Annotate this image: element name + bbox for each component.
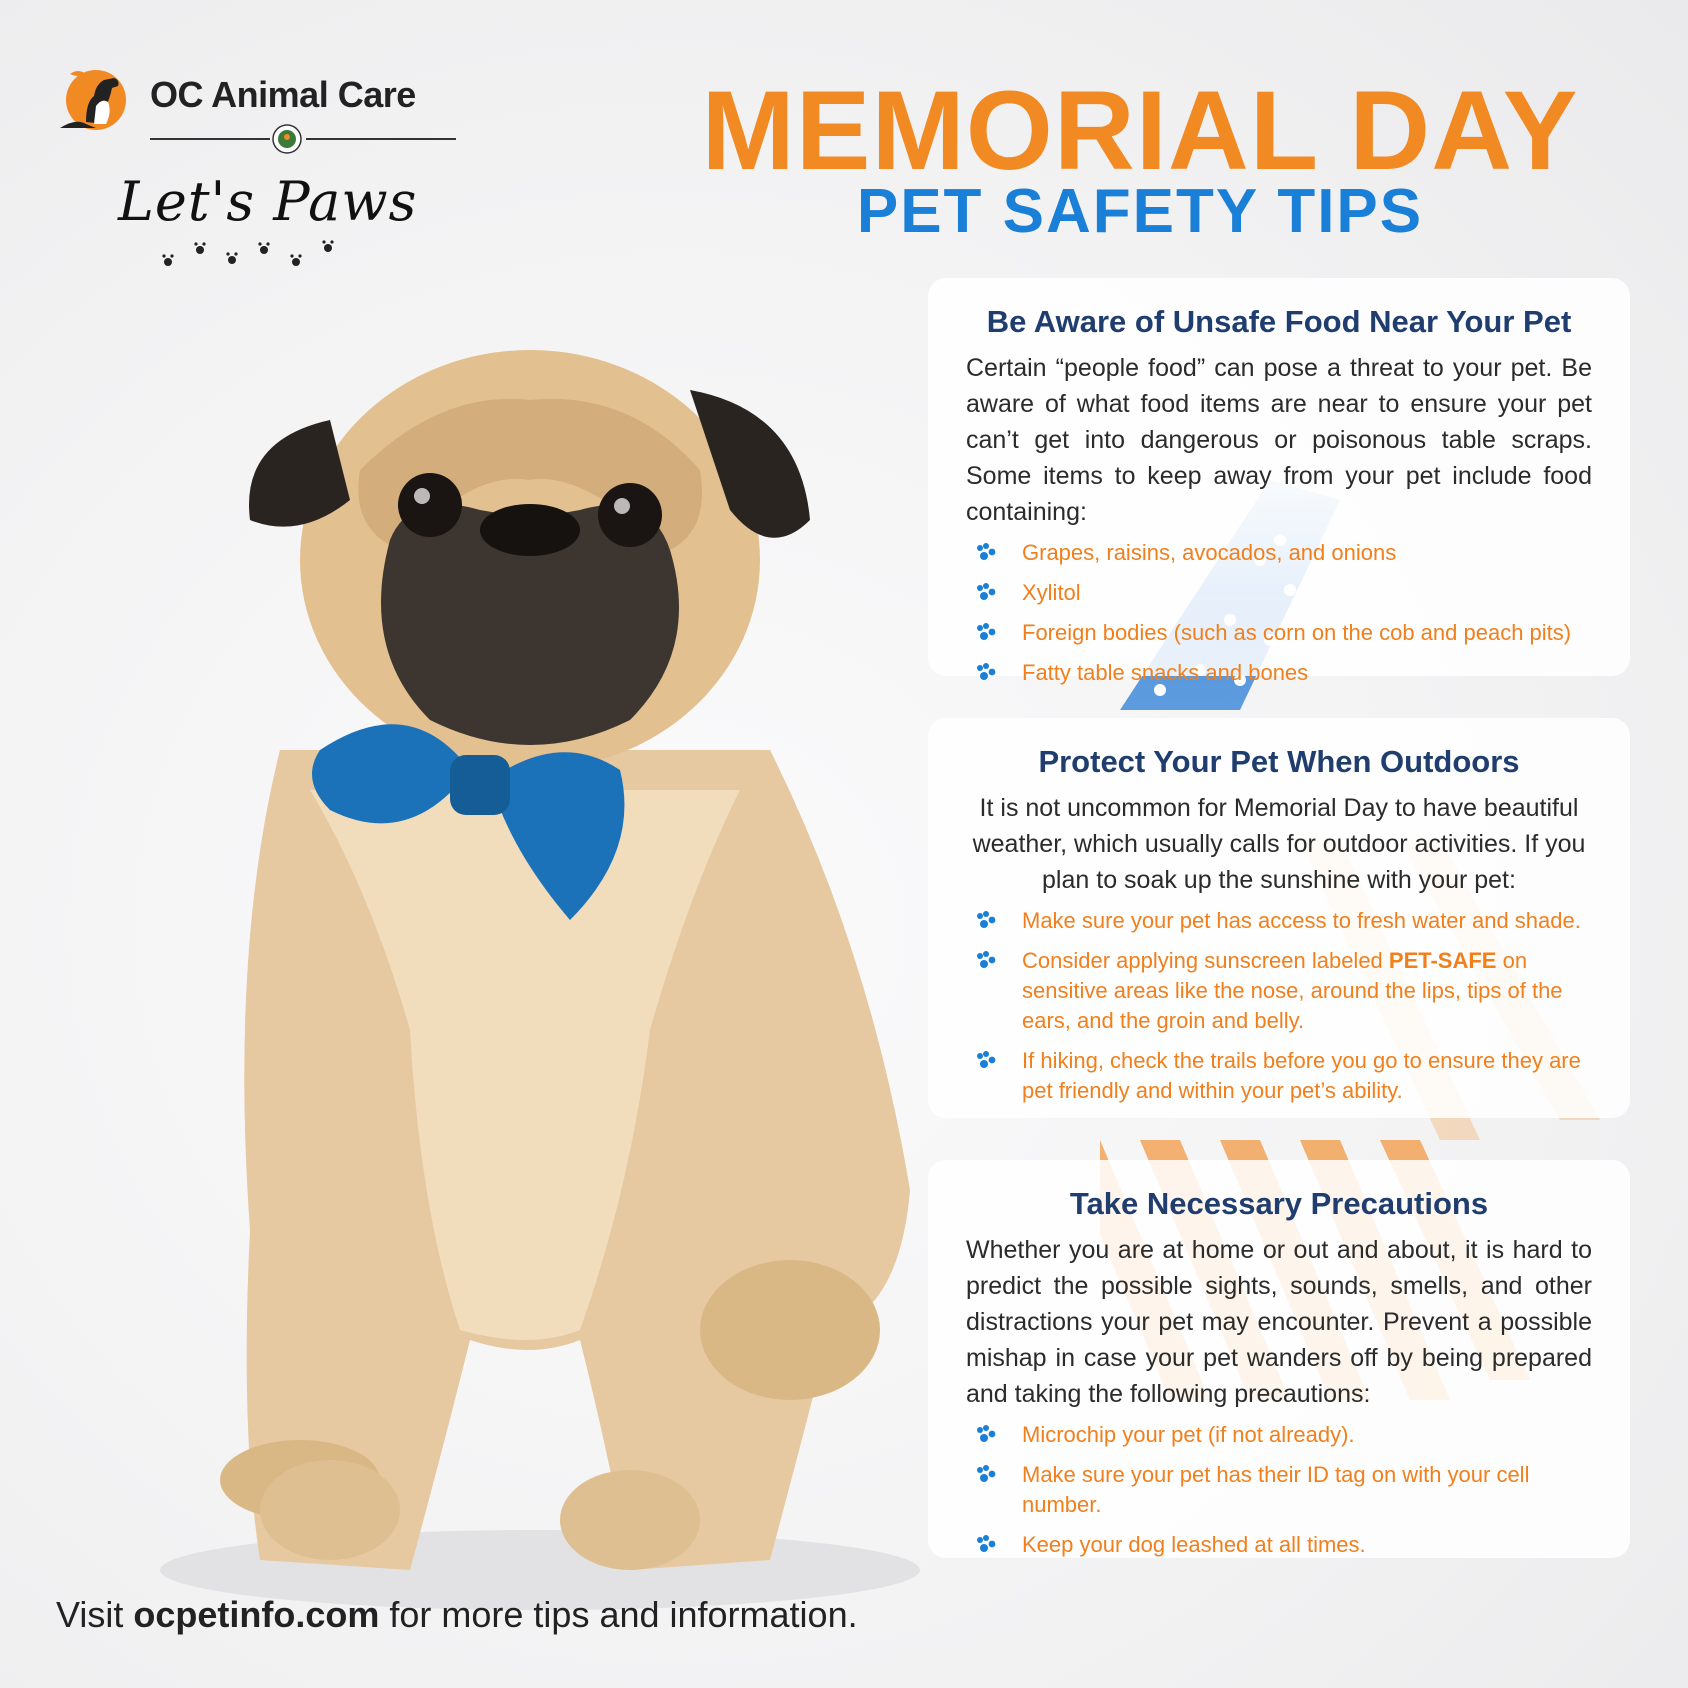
section-body: Whether you are at home or out and about, it is hard to predict the possible sights, sounds, smells, and other distractions your pet may encounter. Prevent a possible mishap in case your pet wanders off by being prepared and taking the following precautions: [966,1236,1592,1408]
section-body: Certain “people food” can pose a threat to your pet. Be aware of what food items are near to ensure your pet can’t get into dangerous or poisonous table scraps. Some items to keep away from your pet include food containing: [966,354,1592,526]
county-seal-icon [272,124,302,154]
paw-bullet-icon [974,582,1000,604]
list-item-text: Keep your dog leashed at all times. [1022,1532,1366,1557]
list-item-text: Make sure your pet has their ID tag on with your cell number. [1022,1462,1530,1517]
sunscreen-text-after: on sensitive areas like the nose, around the lips, tips of the ears, and the groin and belly. [1022,948,1563,1033]
list-item [966,1460,1592,1520]
paw-bullet-icon [974,1464,1000,1486]
paw-bullet-icon [974,542,1000,564]
section-heading: Take Necessary Precautions [1069,1186,1489,1221]
footer [56,1594,858,1636]
section-card-outdoors [928,718,1630,1118]
list-item [966,578,1592,608]
section-body: It is not uncommon for Memorial Day to have beautiful weather, which usually calls for outdoor activities. If you plan to soak up the sunshine with your pet: [972,794,1586,894]
section-heading: Protect Your Pet When Outdoors [1038,744,1520,779]
tagline: Let's Paws [118,170,418,233]
list-item [966,538,1592,568]
logo-block [56,58,456,278]
list-item-text: Microchip your pet (if not already). [1022,1422,1355,1447]
title-main: MEMORIAL DAY [701,68,1579,193]
list-item [966,906,1592,936]
list-item-text: Xylitol [1022,580,1081,605]
paw-bullet-icon [974,1050,1000,1072]
list-item-text: If hiking, check the trails before you go to ensure they are pet friendly and within your pet’s ability. [1022,1048,1581,1103]
logo-divider-right [306,138,456,140]
pet-safe-emphasis: PET-SAFE [1388,948,1497,973]
list-item-text: Grapes, raisins, avocados, and onions [1022,540,1397,565]
list-item [966,658,1592,688]
logo-divider-left [150,138,270,140]
oc-animal-care-logo-icon [56,62,136,134]
paw-bullet-icon [974,950,1000,972]
footer-suffix: for more tips and information. [379,1594,858,1635]
list-item [966,1046,1592,1106]
paw-bullet-icon [974,662,1000,684]
tip-list [966,906,1592,1106]
list-item [966,1530,1592,1560]
sunscreen-text-before: Consider applying sunscreen labeled [1022,948,1389,973]
list-item [966,946,1592,1036]
list-item [966,618,1592,648]
tip-list [966,1420,1592,1560]
website-link[interactable]: ocpetinfo.com [133,1594,380,1635]
tip-list [966,538,1592,688]
list-item-text: Foreign bodies (such as corn on the cob and peach pits) [1022,620,1572,645]
list-item-text: Fatty table snacks and bones [1022,660,1309,685]
list-item-text: Make sure your pet has access to fresh water and shade. [1022,908,1581,933]
org-name: OC Animal Care [150,74,416,115]
paw-bullet-icon [974,1534,1000,1556]
section-card-precautions [928,1160,1630,1558]
section-heading: Be Aware of Unsafe Food Near Your Pet [986,304,1572,339]
footer-prefix: Visit [56,1594,134,1635]
pug-photo [110,330,970,1630]
paw-prints-icon [156,238,356,278]
section-card-unsafe-food [928,278,1630,685]
paw-bullet-icon [974,1424,1000,1446]
paw-bullet-icon [974,622,1000,644]
title-sub: PET SAFETY TIPS [856,177,1424,246]
paw-bullet-icon [974,910,1000,932]
list-item [966,1420,1592,1450]
